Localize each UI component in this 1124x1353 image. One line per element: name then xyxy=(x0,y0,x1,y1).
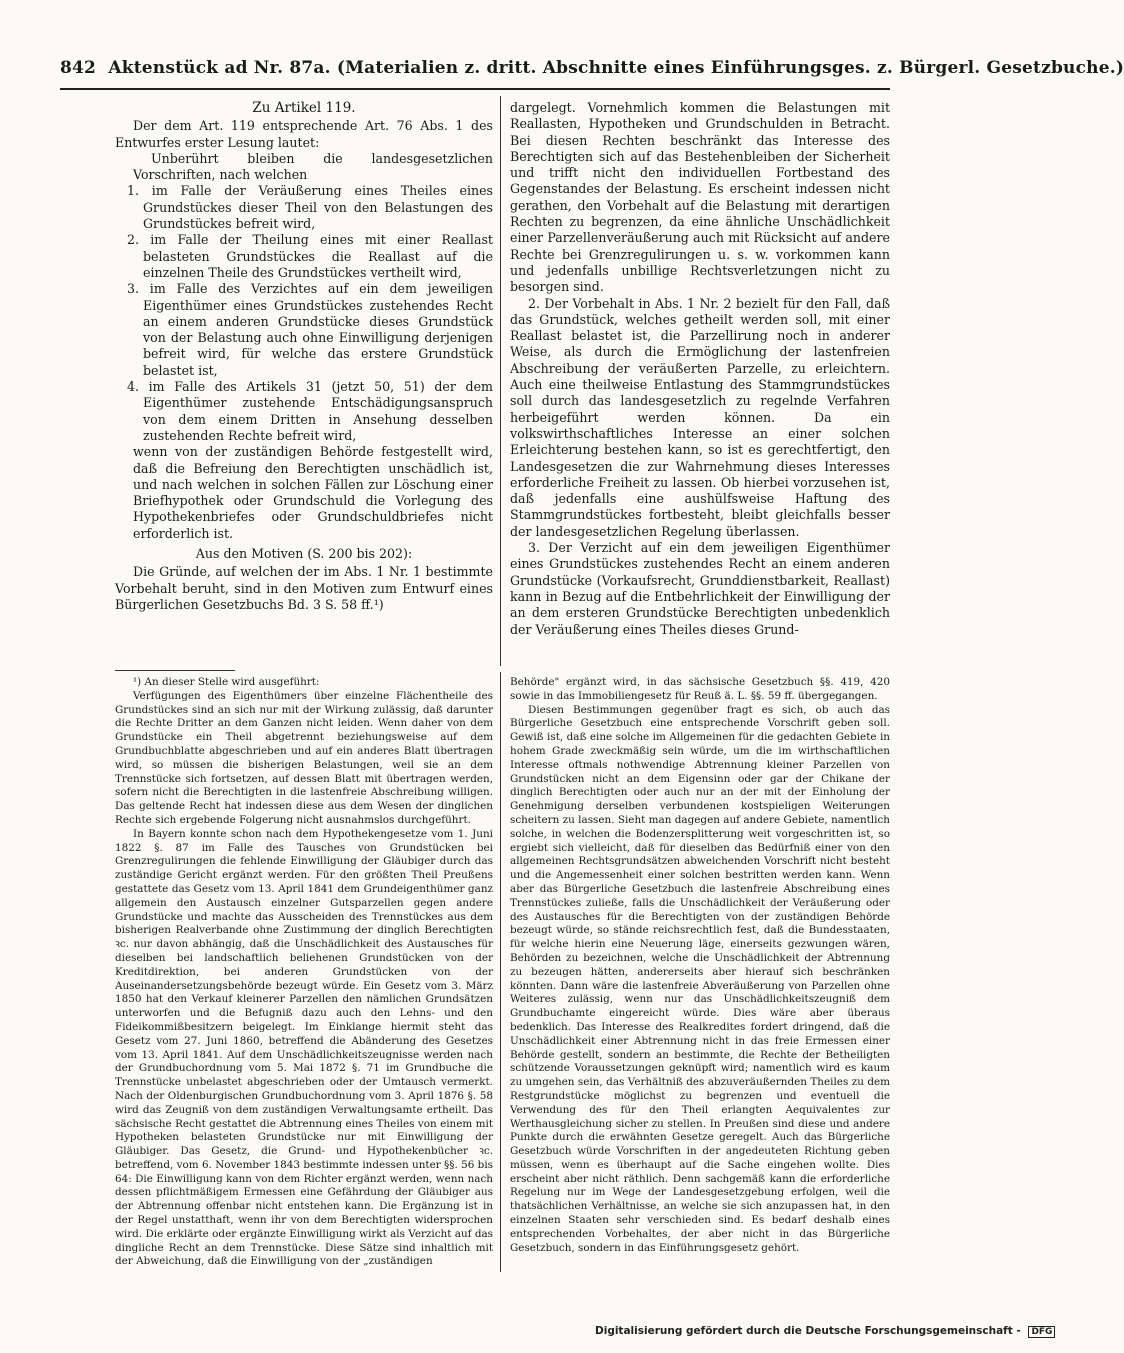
motive-heading: Aus den Motiven (S. 200 bis 202): xyxy=(195,546,413,562)
intro-paragraph: Der dem Art. 119 entsprechende Art. 76 Abs. 1 des Entwurfes erster Lesung lautet: xyxy=(115,118,493,150)
left-column xyxy=(115,100,493,613)
article-heading: Zu Artikel 119. xyxy=(252,100,356,116)
footnote-paragraph: In Bayern konnte schon nach dem Hypothekengesetze vom 1. Juni 1822 §. 87 im Falle des Tausches von Grundstücken bei Grenzregulirungen die fehlende Einwilligung der Gläubiger durch das zuständige Gericht ergänzt werden. Für den größten Theil Preußens gestattete das Gesetz vom 13. April 1841 dem Grundeigenthümer ganz allgemein den Austausch einzelner Gutsparzellen gegen andere Grundstücke und machte das Ausscheiden des Trennstückes aus dem bisherigen Realverbande ohne Zustimmung der dinglich Berechtigten ꝛc. nur davon abhängig, daß die Unschädlichkeit des Austausches für dieselben bei landschaftlich beliehenen Grundstücken von der Kreditdirektion, bei anderen Grundstücken von der Auseinandersetzungsbehörde bezeugt würde. Ein Gesetz vom 3. März 1850 hat den Verkauf kleinerer Parzellen den nämlichen Grundsätzen unterworfen und die Befugniß dazu auch den Lehns- und den Fideikommißbesitzern beigelegt. Im Einklange hiermit steht das Gesetz vom 27. Juni 1860, betreffend die Abänderung des Gesetzes vom 13. April 1841. Auf dem Unschädlichkeitszeugnisse werden nach der Grundbuchordnung vom 5. Mai 1872 §. 71 im Grundbuche die Trennstücke unbelastet abgeschrieben oder der Umtausch vermerkt. Nach der Oldenburgischen Grundbuchordnung vom 3. April 1876 §. 58 wird das Zeugniß von dem zuständigen Verwaltungsamte ertheilt. Das sächsische Recht gestattet die Abtrennung eines Theiles von einem mit Hypotheken belasteten Grundstücke nur mit Einwilligung der Gläubiger. Das Gesetz, die Grund- und Hypothekenbücher ꝛc. betreffend, vom 6. November 1843 bestimmte indessen unter §§. 56 bis 64: Die Einwilligung kann von dem Richter ergänzt werden, wenn nach dessen pflichtmäßigem Ermessen eine Gefährdung der Gläubiger aus der Abtrennung offenbar nicht entstehen kann. Die Ergänzung ist in der Regel unstatthaft, wenn ihr von dem Berechtigten widersprochen wird. Die erklärte oder ergänzte Einwilligung wirkt als Verzicht auf das dingliche Recht an dem Trennstücke. Diese Sätze sind inhaltlich mit der Abweichung, daß die Einwilligung von der „zuständigen xyxy=(115,827,493,1268)
footer-text: Digitalisierung gefördert durch die Deutsche Forschungsgemeinschaft - xyxy=(595,1325,1021,1337)
dfg-logo: DFG xyxy=(1028,1326,1055,1338)
quote-intro: Unberührt bleiben die landesgesetzlichen Vorschriften, nach welchen xyxy=(133,150,493,183)
body-paragraph: 2. Der Vorbehalt in Abs. 1 Nr. 2 bezielt für den Fall, daß das Grundstück, welches getheilt werden soll, mit einer Reallast belastet ist, die Parzellirung noch in anderer Weise, als durch die Ermöglichung der lastenfreien Abschreibung der veräußerten Parzelle, zu erleichtern. Auch eine theilweise Entlastung des Stammgrundstückes soll durch das landesgesetzlich zu regelnde Verfahren herbeigeführt werden können. Da ein volkswirthschaftliches Interesse an einer solchen Erleichterung bestehen kann, so ist es gerechtfertigt, den Landesgesetzen die zur Wahrnehmung dieses Interesses erforderliche Freiheit zu lassen. Ob hierbei vorzusehen ist, daß jedenfalls eine aushülfsweise Haftung des Stammgrundstückes fortbesteht, bleibt gleichfalls besser der landesgesetzlichen Regelung überlassen. xyxy=(510,295,890,539)
header-rule xyxy=(60,88,890,90)
footnote-left xyxy=(115,676,493,1269)
page-header xyxy=(60,58,1124,78)
list-item: 3. im Falle des Verzichtes auf ein dem jeweiligen Eigenthümer eines Grundstückes zustehendes Recht an einem anderen Grundstücke dieses Grundstück von der Belastung auch ohne Einwilligung derjenigen befreit wird, für welche das erstere Grundstück belastet ist, xyxy=(127,281,493,378)
footnote-column-separator xyxy=(500,672,501,1272)
footnote-paragraph: Diesen Bestimmungen gegenüber fragt es sich, ob auch das Bürgerliche Gesetzbuch eine entsprechende Vorschrift geben soll. Gewiß ist, daß eine solche im Allgemeinen für die gedachten Gebiete in hohem Grade zweckmäßig sein würde, um die im wirthschaftlichen Interesse oftmals nothwendige Abtrennung kleiner Parzellen von Grundstücken nicht an dem Eigensinn oder gar der Chikane der dinglich Berechtigten oder auch nur an der mit der Einholung der Genehmigung derselben verbundenen kostspieligen Weiterungen scheitern zu lassen. Sieht man dagegen auf andere Gebiete, namentlich solche, in welchen die Bodenzersplitterung weit vorgeschritten ist, so ergiebt sich vielleicht, daß für dieselben das Bedürfniß einer von den allgemeinen Rechtsgrundsätzen abweichenden Vorschrift nicht besteht und die Angemessenheit einer solchen bestritten werden kann. Wenn aber das Bürgerliche Gesetzbuch die lastenfreie Abschreibung eines Trennstückes zuließe, falls die Unschädlichkeit der Veräußerung oder des Austausches für die Berechtigten von der zuständigen Behörde bezeugt würde, so stände reichsrechtlich fest, daß die Bundesstaaten, für welche hierin eine Neuerung läge, einerseits gezwungen wären, Behörden zu bezeichnen, welche die Unschädlichkeit der Abtrennung zu bezeugen hätten, andererseits aber hierauf sich beschränken könnten. Dann wäre die lastenfreie Abveräußerung von Parzellen ohne Weiteres zulässig, wenn nur das Unschädlichkeitszeugniß dem Grundbuchamte eingereicht würde. Dies wäre aber überaus bedenklich. Das Interesse des Realkredites fordert dringend, daß die Unschädlichkeit einer Abtrennung nicht in das freie Ermessen einer Behörde gestellt, sondern an bestimmte, die Rechte der Betheiligten schützende Voraussetzungen geknüpft wird; namentlich wird es kaum zu umgehen sein, das Verhältniß des abzuveräußernden Theiles zu dem Restgrundstücke möglichst zu begrenzen und eventuell die Verwendung des für den Theil erlangten Aequivalentes zur Werthausgleichung sicher zu stellen. In Preußen sind diese und andere Punkte durch die erwähnten Gesetze geregelt. Auch das Bürgerliche Gesetzbuch würde Vorschriften in der angedeuteten Richtung geben müssen, wenn es überhaupt auf die Sache eingehen wollte. Dies erscheint aber nicht räthlich. Denn sachgemäß kann die erforderliche Regelung nur im Wege der Landesgesetzgebung erfolgen, weil die thatsächlichen Verhältnisse, an welche sie sich anzupassen hat, in den einzelnen Staaten sehr verschieden sind. Es bedarf deshalb eines entsprechenden Vorbehaltes, der aber nicht in das Bürgerliche Gesetzbuch, sondern in das Einführungsgesetz gehört. xyxy=(510,703,890,1254)
running-title: Aktenstück ad Nr. 87a. (Materialien z. dritt. Abschnitte eines Einführungsges. z. Bürgerl. Gesetzbuche.) xyxy=(108,58,1124,78)
list-item: 2. im Falle der Theilung eines mit einer Reallast belasteten Grundstückes die Reallast auf die einzelnen Theile des Grundstückes vertheilt wird, xyxy=(127,232,493,280)
footnote-paragraph: Behörde" ergänzt wird, in das sächsische Gesetzbuch §§. 419, 420 sowie in das Immobiliengesetz für Reuß ä. L. §§. 59 ff. übergegangen. xyxy=(510,676,890,702)
list-item: 1. im Falle der Veräußerung eines Theiles eines Grundstückes dieser Theil von den Belastungen des Grundstückes befreit wird, xyxy=(127,183,493,232)
column-separator xyxy=(500,96,501,666)
footnote-paragraph: ¹) An dieser Stelle wird ausgeführt: xyxy=(133,676,320,688)
digitization-footer xyxy=(595,1325,1053,1338)
body-paragraph: dargelegt. Vornehmlich kommen die Belastungen mit Reallasten, Hypotheken und Grundschulden in Betracht. Bei diesen Rechten beschränkt das Interesse des Berechtigten sich auf das Bestehenbleiben der Sicherheit und trifft nicht den individuellen Fortbestand des Gegenstandes der Belastung. Es erscheint indessen nicht gerathen, den Vorbehalt auf die Belastung mit derartigen Rechten zu begrenzen, da eine ähnliche Unschädlichkeit einer Parzellenveräußerung auch mit Rücksicht auf andere Rechte bei Grenzregulirungen u. s. w. vorkommen kann und jedenfalls unbillige Rechtsverletzungen nicht zu besorgen sind. xyxy=(510,100,890,295)
motive-paragraph: Die Gründe, auf welchen der im Abs. 1 Nr. 1 bestimmte Vorbehalt beruht, sind in den Motiven zum Entwurf eines Bürgerlichen Gesetzbuchs Bd. 3 S. 58 ff.¹) xyxy=(115,564,493,612)
footnote-rule xyxy=(115,670,235,671)
footnote-paragraph: Verfügungen des Eigenthümers über einzelne Flächentheile des Grundstückes sind an sich nur mit der Wirkung zulässig, daß darunter die Rechte Dritter an dem Ganzen nicht leiden. Wenn daher von dem Grundstücke ein Theil abgetrennt beziehungsweise auf dem Grundbuchblatte abgeschrieben und auf ein anderes Blatt übertragen wird, so müssen die bisherigen Belastungen, weil sie an dem Trennstücke sich fortsetzen, auf dessen Blatt mit übertragen werden, sofern nicht die Berechtigten in die lastenfreie Abschreibung willigen. Das geltende Recht hat indessen diese aus dem Wesen der dinglichen Rechte sich ergebende Folgerung nicht ausnahmslos durchgeführt. xyxy=(115,689,493,826)
page-number: 842 xyxy=(60,58,97,78)
footnote-right xyxy=(510,676,890,1255)
right-column xyxy=(510,100,890,638)
list-item: 4. im Falle des Artikels 31 (jetzt 50, 51) der dem Eigenthümer zustehende Entschädigungsanspruch von dem einem Dritten in Ansehung desselben zustehenden Rechte befreit wird, xyxy=(127,379,493,443)
body-paragraph: 3. Der Verzicht auf ein dem jeweiligen Eigenthümer eines Grundstückes zustehendes Recht an einem anderen Grundstücke (Vorkaufsrecht, Grunddienstbarkeit, Reallast) kann in Bezug auf die Entbehrlichkeit der Einwilligung der an dem ersteren Grundstücke Berechtigten unbedenklich der Veräußerung eines Theiles dieses Grund- xyxy=(510,540,890,637)
quote-outro: wenn von der zuständigen Behörde festgestellt wird, daß die Befreiung den Berechtigten unschädlich ist, und nach welchen in solchen Fällen zur Löschung einer Briefhypothek oder Grundschuld die Vorlegung des Hypothekenbriefes oder Grundschuldbriefes nicht erforderlich ist. xyxy=(133,444,493,541)
